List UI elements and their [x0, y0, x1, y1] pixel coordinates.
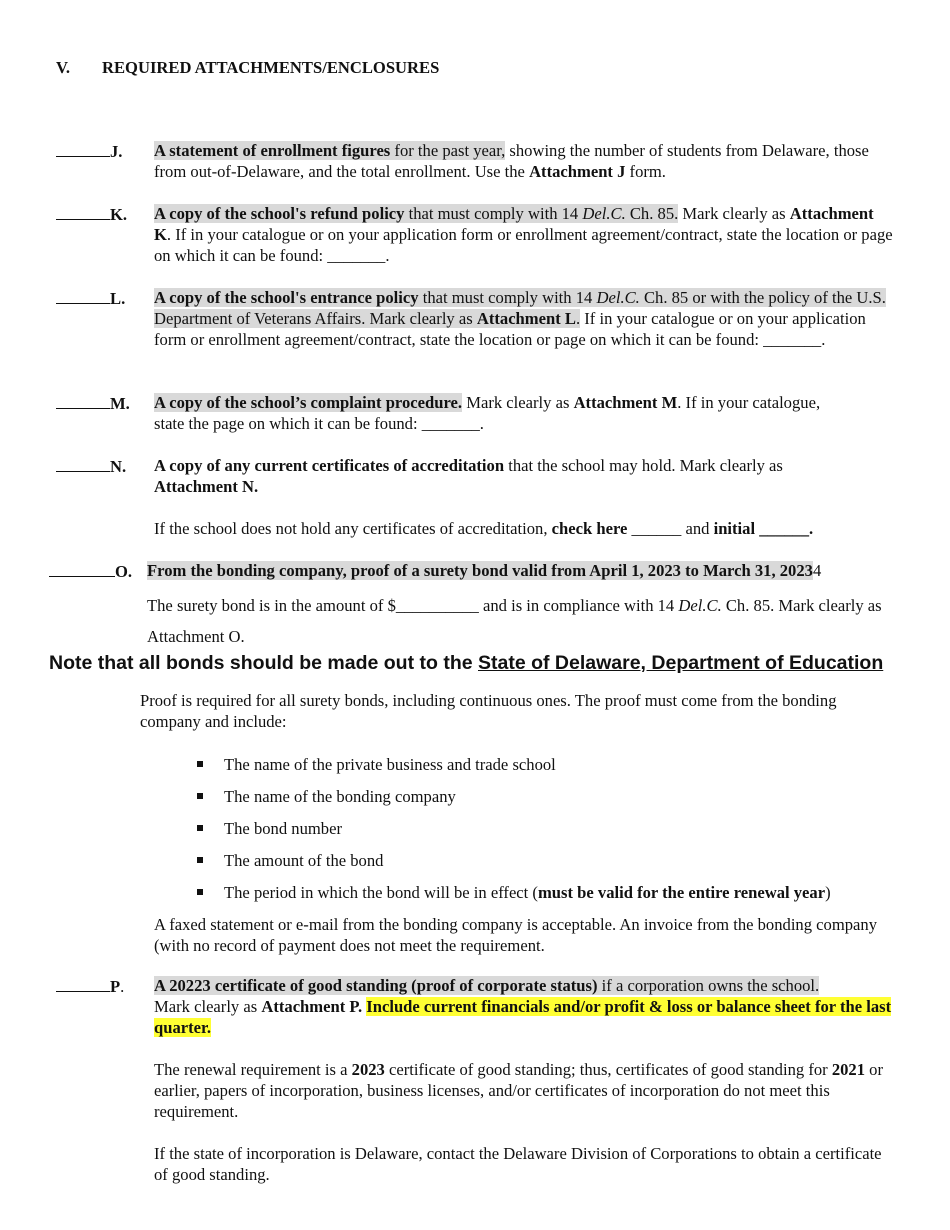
- item-p-marker: P.: [56, 976, 124, 997]
- bullet-icon: [197, 889, 203, 895]
- item-o-heading: From the bonding company, proof of a surety bond valid from April 1, 2023 to March 31, 2023: [147, 561, 813, 580]
- item-m-text: A copy of the school’s complaint procedure. Mark clearly as Attachment M. If in your catalogue, state the page on which it can be found: _______.: [154, 393, 821, 433]
- item-k-marker: [56, 204, 127, 225]
- list-item: The period in which the bond will be in effect (must be valid for the entire renewal year): [224, 882, 831, 914]
- item-p-text: A 20223 certificate of good standing (proof of corporate status) if a corporation owns the school. Mark clearly as Attachment P. Include current financials and/or profit & loss or balance sheet for the last quarter.: [154, 976, 892, 1037]
- item-m-heading: A copy of the school’s complaint procedure.: [154, 393, 463, 412]
- initial-field[interactable]: ______.: [755, 519, 814, 538]
- section-title: REQUIRED ATTACHMENTS/ENCLOSURES: [102, 58, 440, 77]
- item-m-letter: M.: [110, 394, 130, 413]
- item-l-text: A copy of the school's entrance policy that must comply with 14 Del.C. Ch. 85 or with the policy of the U.S. Department of Veterans Affairs. Mark clearly as Attachment L. If in your catalogue or on your application form or enrollment agreement/contract, state the location or page on which it can be found: _______.: [154, 288, 886, 349]
- bond-payee-note: Note that all bonds should be made out to the State of Delaware, Department of Education: [49, 652, 884, 674]
- list-item: The amount of the bond: [224, 850, 831, 882]
- item-k-text: A copy of the school's refund policy that must comply with 14 Del.C. Ch. 85. Mark clearly as Attachment K. If in your catalogue or on your application form or enrollment agreement/contract, state the location or page on which it can be found: _______.: [154, 204, 893, 265]
- bullet-icon: [197, 857, 203, 863]
- item-n-no-accreditation: If the school does not hold any certificates of accreditation, check here ______ and initial ______.: [154, 519, 814, 538]
- item-l-checkbox-line[interactable]: [56, 288, 110, 304]
- bond-payee-entity: State of Delaware, Department of Education: [478, 652, 884, 674]
- item-m-checkbox-line[interactable]: [56, 393, 110, 409]
- item-n-letter: N.: [110, 457, 127, 476]
- item-l-marker: [56, 288, 125, 309]
- item-k-attachment: Attachment K: [154, 204, 874, 244]
- item-k-checkbox-line[interactable]: [56, 204, 110, 220]
- item-n-heading: A copy of any current certificates of accreditation: [154, 456, 505, 475]
- initial-label: initial: [713, 519, 756, 538]
- item-l-attachment: Attachment L: [476, 309, 576, 328]
- item-o-letter: O.: [115, 562, 133, 581]
- item-j-text: A statement of enrollment figures for the past year, showing the number of students from Delaware, those from out-of-Delaware, and the total enrollment. Use the Attachment J form.: [154, 141, 869, 181]
- bullet-icon: [197, 825, 203, 831]
- item-j-heading: A statement of enrollment figures: [154, 141, 391, 160]
- item-l-letter: L.: [110, 289, 126, 308]
- bullet-icon: [197, 793, 203, 799]
- item-l-heading: A copy of the school's entrance policy: [154, 288, 419, 307]
- item-m-marker: [56, 393, 130, 414]
- fax-statement: A faxed statement or e-mail from the bonding company is acceptable. An invoice from the bonding company (with no record of payment does not meet the requirement.: [154, 915, 878, 955]
- item-p-letter: P: [110, 977, 121, 996]
- item-k-letter: K.: [110, 205, 128, 224]
- item-j-attachment: Attachment J: [529, 162, 626, 181]
- list-item: The bond number: [224, 818, 831, 850]
- renewal-requirement: The renewal requirement is a 2023 certificate of good standing; thus, certificates of good standing for 2021 or earlier, papers of incorporation, business licenses, and/or certificates of incorporation do not meet this requirement.: [154, 1060, 883, 1121]
- item-n-marker: [56, 456, 126, 477]
- item-n-attachment: Attachment N.: [154, 477, 259, 496]
- item-n-text: A copy of any current certificates of accreditation that the school may hold. Mark clearly as Attachment N.: [154, 456, 783, 496]
- item-m-attachment: Attachment M: [573, 393, 678, 412]
- item-p-highlight: Include current financials and/or profit & loss or balance sheet for the last quarter.: [154, 997, 892, 1037]
- item-o-text: The surety bond is in the amount of $__________ and is in compliance with 14 Del.C. Ch. 85. Mark clearly as Attachment O.: [147, 596, 882, 646]
- bullet-icon: [197, 761, 203, 767]
- check-here-label: check here: [551, 519, 628, 538]
- item-o-heading-row: From the bonding company, proof of a surety bond valid from April 1, 2023 to March 31, 20234: [147, 561, 822, 580]
- list-item: The name of the bonding company: [224, 786, 831, 818]
- list-item: The name of the private business and trade school: [224, 754, 831, 786]
- item-p-checkbox-line[interactable]: [56, 976, 110, 992]
- proof-intro: Proof is required for all surety bonds, including continuous ones. The proof must come from the bonding company and include:: [140, 691, 837, 731]
- item-j-letter: J.: [110, 142, 123, 161]
- item-o-checkbox-line[interactable]: [49, 561, 115, 577]
- item-k-heading: A copy of the school's refund policy: [154, 204, 405, 223]
- item-n-checkbox-line[interactable]: [56, 456, 110, 472]
- item-p-heading: A 20223 certificate of good standing (proof of corporate status): [154, 976, 598, 995]
- item-j-checkbox-line[interactable]: [56, 141, 110, 157]
- check-here-field[interactable]: ______ and: [627, 519, 714, 538]
- delaware-incorporation-note: If the state of incorporation is Delaware, contact the Delaware Division of Corporations to obtain a certificate of good standing.: [154, 1144, 882, 1184]
- proof-requirements-list: [224, 754, 831, 914]
- item-j-marker: [56, 141, 122, 162]
- section-number: V.: [56, 58, 70, 77]
- item-p-attachment: Attachment P.: [261, 997, 363, 1016]
- item-o-marker: [49, 561, 132, 582]
